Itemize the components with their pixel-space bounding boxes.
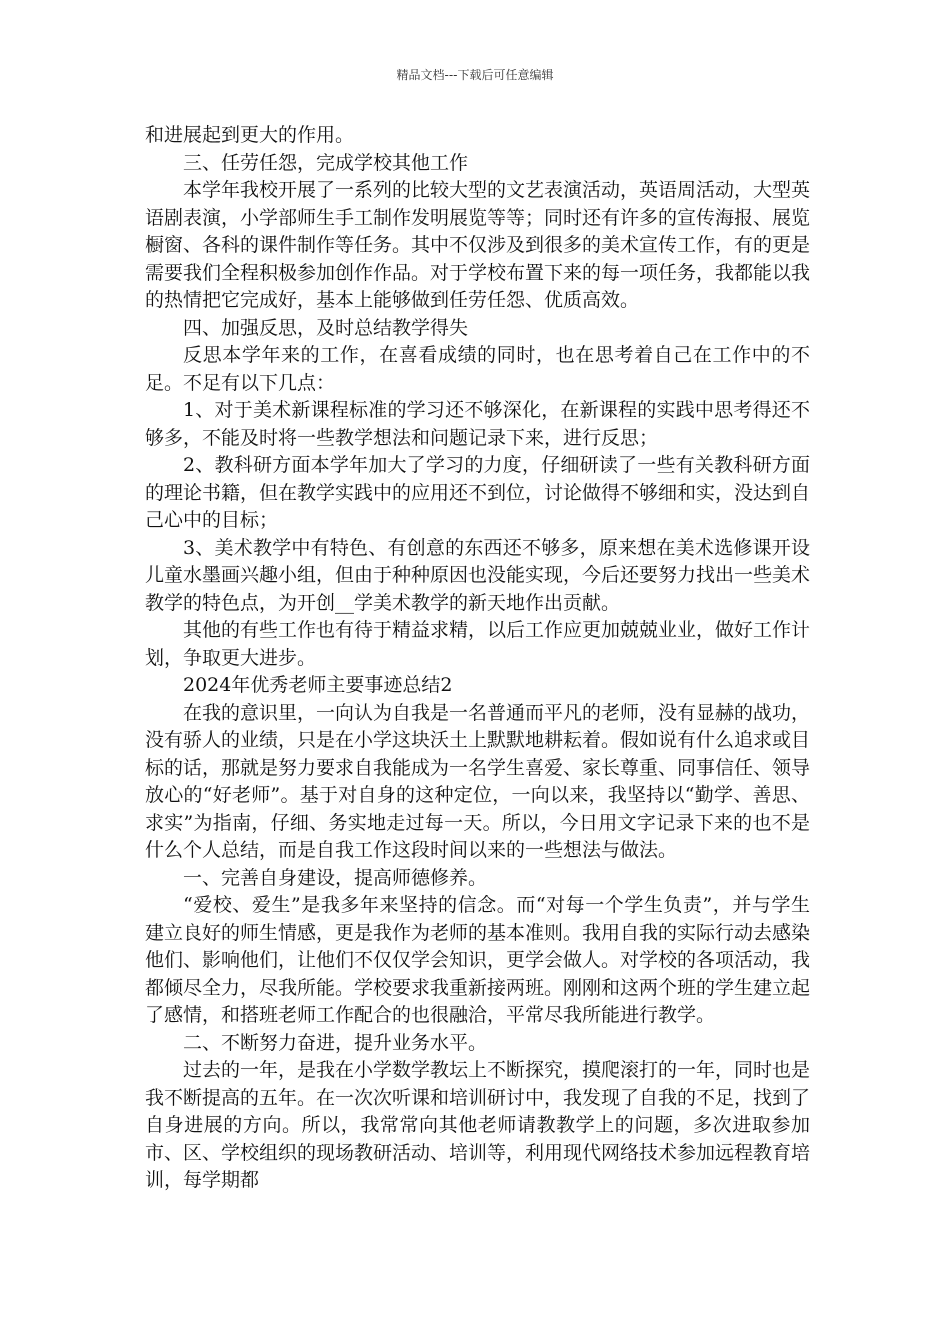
- list-item: 3、美术教学中有特色、有创意的东西还不够多，原来想在美术选修课开设儿童水墨画兴趣小组，但由于种种原因也没能实现，今后还要努力找出一些美术教学的特色点，为开创__学美术教学的新天地作出贡献。: [145, 536, 811, 614]
- section-heading-1: 一、完善自身建设，提高师德修养。: [183, 866, 488, 889]
- list-item: 1、对于美术新课程标准的学习还不够深化，在新课程的实践中思考得还不够多，不能及时将一些教学想法和问题记录下来，进行反思；: [145, 399, 810, 449]
- paragraph: 过去的一年，是我在小学数学教坛上不断探究，摸爬滚打的一年，同时也是我不断提高的五年。在一次次听课和培训研讨中，我发现了自我的不足，找到了自身进展的方向。所以，我常常向其他老师请教教学上的问题，多次进取参加市、区、学校组织的现场教研活动、培训等，利用现代网络技术参加远程教育培训，每学期都: [145, 1059, 811, 1191]
- page-header: 精品文档---下载后可任意编辑: [396, 68, 554, 82]
- paragraph: 其他的有些工作也有待于精益求精，以后工作应更加兢兢业业，做好工作计划，争取更大进步。: [145, 619, 811, 669]
- paragraph: 反思本学年来的工作，在喜看成绩的同时，也在思考着自己在工作中的不足。不足有以下几点：: [145, 344, 810, 394]
- paragraph: 本学年我校开展了一系列的比较大型的文艺表演活动，英语周活动，大型英语剧表演，小学部师生手工制作发明展览等等；同时还有许多的宣传海报、展览橱窗、各科的课件制作等任务。其中不仅涉及到很多的美术宣传工作，有的更是需要我们全程积极参加创作作品。对于学校布置下来的每一项任务，我都能以我的热情把它完成好，基本上能够做到任劳任怨、优质高效。: [145, 179, 811, 311]
- paragraph: 在我的意识里，一向认为自我是一名普通而平凡的老师，没有显赫的战功，没有骄人的业绩，只是在小学这块沃土上默默地耕耘着。假如说有什么追求或目标的话，那就是努力要求自我能成为一名学生喜爱、家长尊重、同事信任、领导放心的“好老师”。基于对自身的这种定位，一向以来，我坚持以“勤学、善思、求实”为指南，仔细、务实地走过每一天。所以，今日用文字记录下来的也不是什么个人总结，而是自我工作这段时间以来的一些想法与做法。: [145, 701, 811, 861]
- section-heading-4: 四、加强反思，及时总结教学得失: [183, 316, 469, 339]
- document-subtitle: 2024年优秀老师主要事迹总结2: [183, 674, 453, 696]
- paragraph: “爱校、爱生”是我多年来坚持的信念。而“对每一个学生负责”，并与学生建立良好的师生情感，更是我作为老师的基本准则。我用自我的实际行动去感染他们、影响他们，让他们不仅仅学会知识，更学会做人。对学校的各项活动，我都倾尽全力，尽我所能。学校要求我重新接两班。刚刚和这两个班的学生建立起了感情，和搭班老师工作配合的也很融洽，平常尽我所能进行教学。: [145, 894, 811, 1026]
- section-heading-2: 二、不断努力奋进，提升业务水平。: [183, 1031, 488, 1054]
- paragraph-continuation: 和进展起到更大的作用。: [145, 124, 355, 146]
- section-heading-3: 三、任劳任怨，完成学校其他工作: [183, 151, 469, 174]
- list-item: 2、教科研方面本学年加大了学习的力度，仔细研读了一些有关教科研方面的理论书籍，但在教学实践中的应用还不到位，讨论做得不够细和实，没达到自己心中的目标；: [145, 454, 811, 531]
- document-body: [145, 122, 810, 1195]
